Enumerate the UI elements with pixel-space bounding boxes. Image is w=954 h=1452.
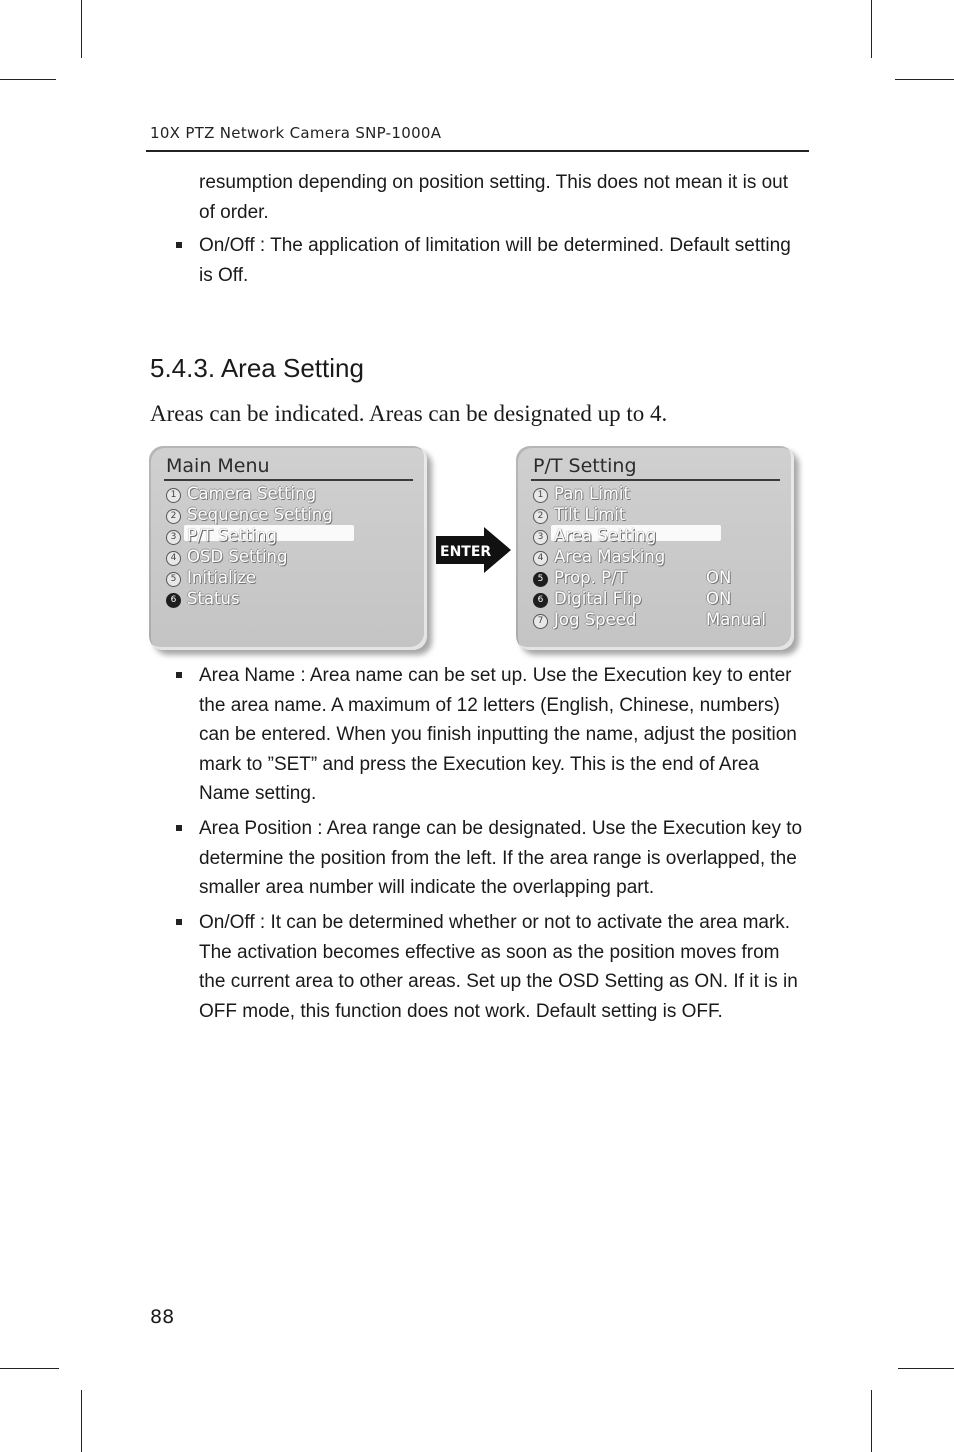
bullet-icon: [176, 825, 182, 831]
crop-mark: [0, 1368, 59, 1369]
list-item: [176, 908, 806, 1026]
menu-item-value: ON: [706, 568, 732, 587]
crop-mark: [81, 0, 82, 58]
bullet-icon: [176, 672, 182, 678]
menu-item-label: Camera Setting: [187, 484, 317, 503]
number-2-icon: 2: [533, 509, 548, 524]
menu-item-value: Manual: [706, 610, 766, 629]
menu-item-jog-speed: [533, 609, 783, 630]
list-item: [176, 231, 806, 290]
number-1-icon: 1: [533, 488, 548, 503]
number-5-icon: 5: [533, 572, 548, 587]
menu-item-sequence-setting: [166, 504, 333, 525]
menu-item-label: P/T Setting: [187, 526, 277, 545]
menu-item-label: Initialize: [187, 568, 257, 587]
menu-item-label: Sequence Setting: [187, 505, 333, 524]
number-2-icon: 2: [166, 509, 181, 524]
number-5-icon: 5: [166, 572, 181, 587]
menu-item-status: [166, 588, 240, 609]
menu-item-pt-setting: [166, 525, 277, 546]
number-6-icon: 6: [533, 593, 548, 608]
enter-arrow-icon: [436, 527, 512, 573]
menu-item-label: Status: [187, 589, 240, 608]
pt-setting-panel: [516, 446, 794, 650]
menu-item-osd-setting: [166, 546, 288, 567]
menu-item-tilt-limit: [533, 504, 625, 525]
page-number: 88: [150, 1306, 175, 1328]
menu-item-value: ON: [706, 589, 732, 608]
main-menu-title: Main Menu: [166, 455, 270, 477]
bullet-text: Area Name : Area name can be set up. Use the Execution key to enter the area name. A maximum of 12 letters (English, Chinese, numbers) can be entered. When you finish inputting the name, adjust the position mark to ”SET” and press the Execution key. This is the end of Area Name setting.: [199, 665, 797, 804]
number-7-icon: 7: [533, 614, 548, 629]
divider: [164, 479, 413, 481]
menu-item-prop-pt: [533, 567, 783, 588]
bullet-text: On/Off : It can be determined whether or not to activate the area mark. The activation becomes effective as soon as the position moves from the current area to other areas. Set up the OSD Setting as ON. If it is in OFF mode, this function does not work. Default setting is OFF.: [199, 912, 798, 1022]
crop-mark: [871, 0, 872, 58]
enter-label: ENTER: [440, 544, 492, 560]
number-1-icon: 1: [166, 488, 181, 503]
menu-item-area-masking: [533, 546, 665, 567]
crop-mark: [898, 1368, 954, 1369]
menu-item-label: Area Setting: [554, 526, 657, 545]
crop-mark: [0, 79, 56, 80]
list-item: [176, 814, 806, 903]
bullet-text: On/Off : The application of limitation will be determined. Default setting is Off.: [199, 235, 791, 286]
top-bullet-list: [176, 231, 806, 296]
bullet-text: Area Position : Area range can be designated. Use the Execution key to determine the position from the left. If the area range is overlapped, the smaller area number will indicate the overlapping part.: [199, 818, 803, 898]
bullet-icon: [176, 242, 182, 248]
divider: [531, 479, 780, 481]
menu-item-label: Jog Speed: [554, 610, 637, 629]
menu-item-digital-flip: [533, 588, 783, 609]
number-3-icon: 3: [166, 530, 181, 545]
bullet-icon: [176, 919, 182, 925]
menu-item-label: Pan Limit: [554, 484, 630, 503]
menu-item-label: Area Masking: [554, 547, 666, 566]
crop-mark: [871, 1390, 872, 1452]
number-6-icon: 6: [166, 593, 181, 608]
menu-item-pan-limit: [533, 483, 630, 504]
section-intro: Areas can be indicated. Areas can be designated up to 4.: [150, 401, 668, 426]
header-rule: [146, 150, 809, 152]
area-setting-bullet-list: [176, 661, 806, 1032]
main-menu-panel: [149, 446, 427, 650]
menu-item-label: OSD Setting: [187, 547, 288, 566]
list-item: [176, 661, 806, 809]
menu-item-area-setting: [533, 525, 656, 546]
number-3-icon: 3: [533, 530, 548, 545]
menu-item-camera-setting: [166, 483, 316, 504]
menu-item-initialize: [166, 567, 256, 588]
number-4-icon: 4: [533, 551, 548, 566]
menu-item-label: Digital Flip: [554, 589, 642, 608]
running-header: 10X PTZ Network Camera SNP-1000A: [150, 124, 442, 142]
crop-mark: [81, 1390, 82, 1452]
section-title: 5.4.3. Area Setting: [150, 353, 364, 383]
menu-item-label: Tilt Limit: [554, 505, 626, 524]
menu-item-label: Prop. P/T: [554, 568, 627, 587]
pt-setting-title: P/T Setting: [533, 455, 637, 477]
crop-mark: [895, 79, 954, 80]
number-4-icon: 4: [166, 551, 181, 566]
continuation-text: resumption depending on position setting. This does not mean it is out of order.: [199, 172, 789, 223]
